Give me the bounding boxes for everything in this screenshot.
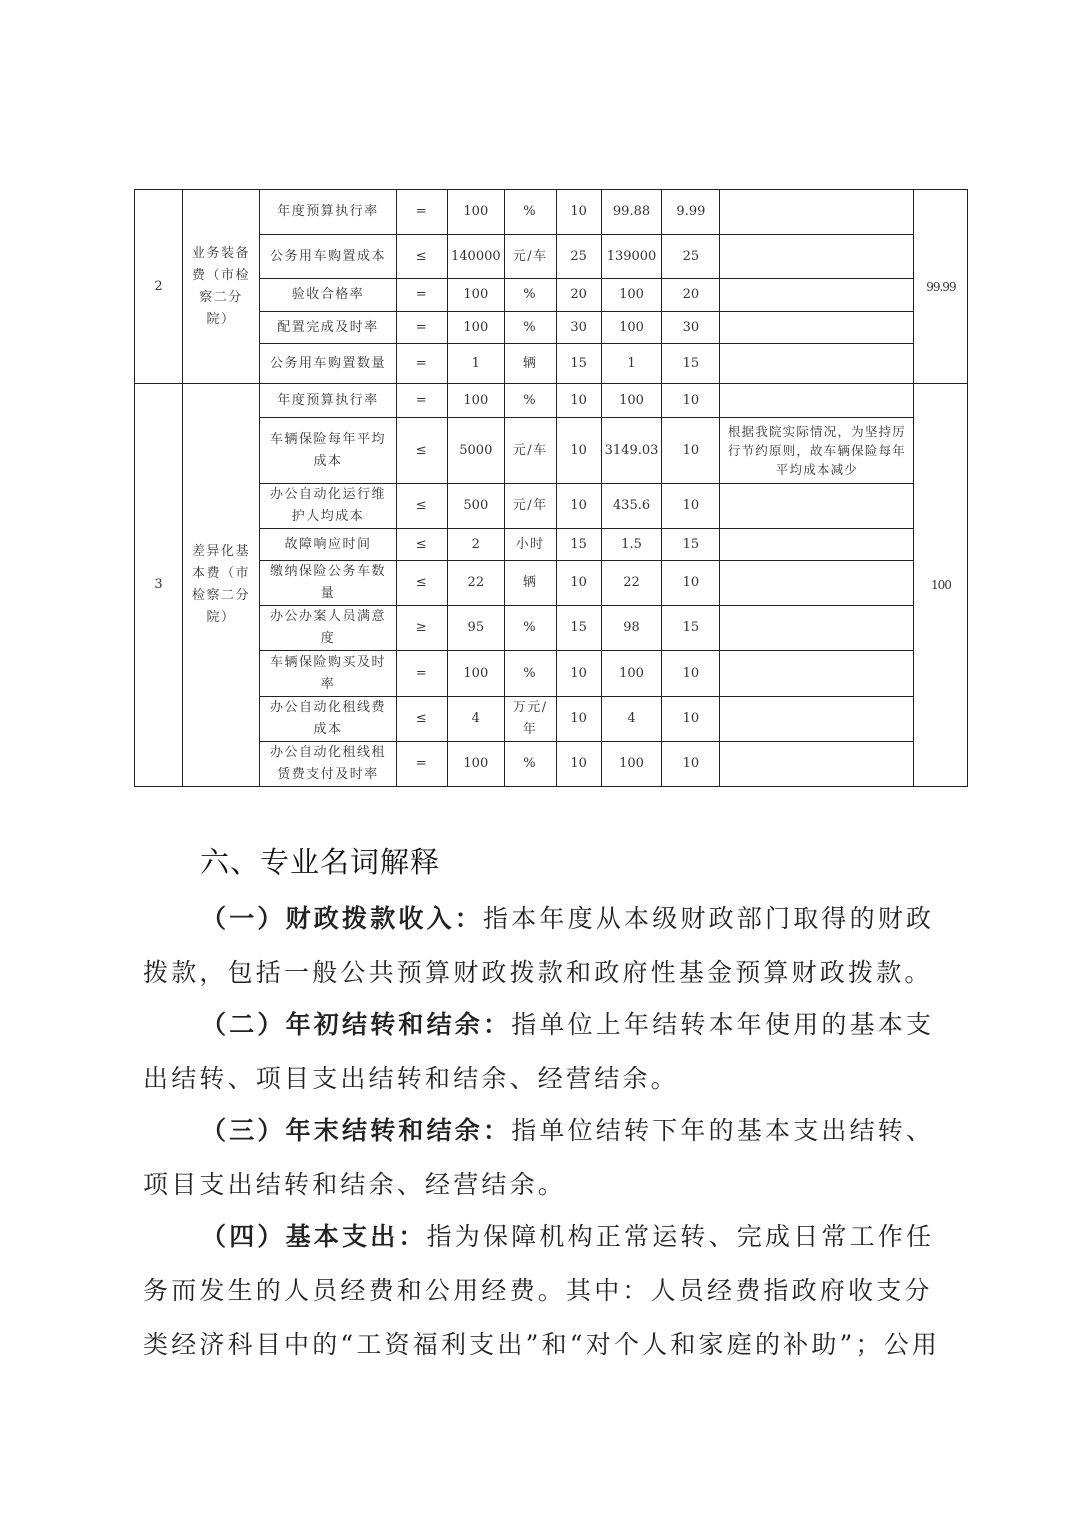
cell-op: ≥ — [397, 606, 448, 651]
performance-table — [134, 189, 968, 787]
definition-term: （三）年末结转和结余： — [201, 1116, 512, 1145]
cell-score: 10 — [662, 651, 720, 697]
cell-target: 100 — [448, 742, 505, 787]
cell-actual: 98 — [601, 606, 662, 651]
cell-score: 20 — [662, 279, 720, 312]
table-row — [135, 561, 968, 606]
cell-indicator: 年度预算执行率 — [260, 384, 397, 418]
cell-target: 5000 — [448, 418, 505, 484]
cell-target: 100 — [448, 279, 505, 312]
cell-score: 30 — [662, 312, 720, 344]
table-row — [135, 384, 968, 418]
cell-note — [720, 344, 914, 384]
cell-target: 1 — [448, 344, 505, 384]
table-row — [135, 651, 968, 697]
cell-weight: 10 — [556, 484, 601, 529]
cell-op: ≤ — [397, 418, 448, 484]
group-index: 2 — [135, 190, 183, 384]
definition-text: 指单位上年结转本年使用的基本支出结转、项目支出结转和结余、经营结余。 — [143, 1010, 935, 1093]
group-name: 差异化基本费（市检察二分院） — [183, 384, 260, 787]
cell-actual: 4 — [601, 697, 662, 742]
cell-weight: 15 — [556, 344, 601, 384]
cell-weight: 25 — [556, 235, 601, 279]
cell-target: 22 — [448, 561, 505, 606]
definition-text: 指为保障机构正常运转、完成日常工作任务而发生的人员经费和公用经费。其中：人员经费指政府收支分类经济科目中的“工资福利支出”和“对个人和家庭的补助”；公用 — [143, 1222, 941, 1359]
cell-actual: 100 — [601, 279, 662, 312]
cell-unit: 元/车 — [504, 235, 556, 279]
cell-note — [720, 697, 914, 742]
cell-note — [720, 529, 914, 561]
cell-unit: % — [504, 384, 556, 418]
cell-op: ≤ — [397, 484, 448, 529]
cell-actual: 22 — [601, 561, 662, 606]
cell-indicator: 办公自动化租线费成本 — [260, 697, 397, 742]
cell-target: 95 — [448, 606, 505, 651]
table-row — [135, 312, 968, 344]
cell-op: ≤ — [397, 697, 448, 742]
cell-actual: 1.5 — [601, 529, 662, 561]
cell-unit: 万元/年 — [504, 697, 556, 742]
cell-note — [720, 279, 914, 312]
cell-weight: 20 — [556, 279, 601, 312]
definition-paragraph — [143, 1104, 943, 1212]
cell-actual: 435.6 — [601, 484, 662, 529]
cell-note — [720, 312, 914, 344]
cell-indicator: 年度预算执行率 — [260, 190, 397, 235]
cell-unit: 辆 — [504, 561, 556, 606]
cell-actual: 3149.03 — [601, 418, 662, 484]
cell-actual: 100 — [601, 384, 662, 418]
cell-target: 4 — [448, 697, 505, 742]
definition-text: 指本年度从本级财政部门取得的财政拨款，包括一般公共预算财政拨款和政府性基金预算财政拨款。 — [143, 904, 935, 987]
cell-weight: 10 — [556, 418, 601, 484]
cell-score: 10 — [662, 561, 720, 606]
cell-weight: 10 — [556, 697, 601, 742]
table-row — [135, 418, 968, 484]
cell-actual: 100 — [601, 742, 662, 787]
cell-score: 10 — [662, 742, 720, 787]
definition-term: （四）基本支出： — [201, 1222, 427, 1251]
cell-unit: % — [504, 312, 556, 344]
cell-unit: % — [504, 190, 556, 235]
cell-op: ≤ — [397, 235, 448, 279]
cell-note — [720, 742, 914, 787]
cell-note: 根据我院实际情况，为坚持厉行节约原则，故车辆保险每年平均成本减少 — [720, 418, 914, 484]
cell-weight: 15 — [556, 606, 601, 651]
cell-op: = — [397, 279, 448, 312]
cell-indicator: 办公办案人员满意度 — [260, 606, 397, 651]
cell-unit: 元/年 — [504, 484, 556, 529]
cell-indicator: 缴纳保险公务车数量 — [260, 561, 397, 606]
cell-note — [720, 384, 914, 418]
cell-indicator: 车辆保险购买及时率 — [260, 651, 397, 697]
cell-score: 15 — [662, 606, 720, 651]
cell-weight: 15 — [556, 529, 601, 561]
cell-unit: % — [504, 651, 556, 697]
cell-note — [720, 606, 914, 651]
definition-term: （一）财政拨款收入： — [201, 904, 484, 933]
cell-score: 15 — [662, 344, 720, 384]
cell-indicator: 公务用车购置数量 — [260, 344, 397, 384]
cell-op: = — [397, 384, 448, 418]
cell-weight: 10 — [556, 384, 601, 418]
group-total-score: 100 — [914, 384, 968, 787]
cell-unit: % — [504, 279, 556, 312]
cell-unit: 小时 — [504, 529, 556, 561]
cell-indicator: 配置完成及时率 — [260, 312, 397, 344]
cell-op: ≤ — [397, 561, 448, 606]
cell-score: 10 — [662, 697, 720, 742]
cell-weight: 10 — [556, 190, 601, 235]
cell-target: 100 — [448, 384, 505, 418]
cell-target: 100 — [448, 312, 505, 344]
cell-score: 9.99 — [662, 190, 720, 235]
definition-paragraph — [143, 892, 943, 1000]
cell-target: 100 — [448, 190, 505, 235]
group-index: 3 — [135, 384, 183, 787]
cell-score: 10 — [662, 384, 720, 418]
cell-indicator: 验收合格率 — [260, 279, 397, 312]
table-row — [135, 606, 968, 651]
cell-score: 15 — [662, 529, 720, 561]
section-title: 六、专业名词解释 — [200, 845, 441, 879]
cell-weight: 10 — [556, 742, 601, 787]
cell-score: 25 — [662, 235, 720, 279]
cell-indicator: 故障响应时间 — [260, 529, 397, 561]
cell-weight: 10 — [556, 561, 601, 606]
cell-indicator: 办公自动化运行维护人均成本 — [260, 484, 397, 529]
cell-indicator: 公务用车购置成本 — [260, 235, 397, 279]
table-row — [135, 235, 968, 279]
table-row — [135, 190, 968, 235]
definition-term: （二）年初结转和结余： — [201, 1010, 512, 1039]
cell-op: ≤ — [397, 529, 448, 561]
cell-unit: 辆 — [504, 344, 556, 384]
table-row — [135, 484, 968, 529]
cell-note — [720, 561, 914, 606]
group-total-score: 99.99 — [914, 190, 968, 384]
definition-paragraph — [143, 998, 943, 1106]
cell-op: = — [397, 742, 448, 787]
definition-text: 指单位结转下年的基本支出结转、项目支出结转和结余、经营结余。 — [143, 1116, 935, 1199]
cell-target: 2 — [448, 529, 505, 561]
table-row — [135, 742, 968, 787]
group-name: 业务装备费（市检察二分院） — [183, 190, 260, 384]
cell-actual: 1 — [601, 344, 662, 384]
cell-actual: 99.88 — [601, 190, 662, 235]
table-row — [135, 529, 968, 561]
cell-target: 100 — [448, 651, 505, 697]
cell-score: 10 — [662, 484, 720, 529]
cell-op: = — [397, 190, 448, 235]
cell-indicator: 车辆保险每年平均成本 — [260, 418, 397, 484]
cell-unit: 元/车 — [504, 418, 556, 484]
cell-note — [720, 190, 914, 235]
table-row — [135, 279, 968, 312]
cell-op: = — [397, 651, 448, 697]
cell-score: 10 — [662, 418, 720, 484]
cell-unit: % — [504, 742, 556, 787]
table-row — [135, 697, 968, 742]
cell-weight: 10 — [556, 651, 601, 697]
cell-op: = — [397, 312, 448, 344]
cell-op: = — [397, 344, 448, 384]
cell-note — [720, 484, 914, 529]
cell-target: 140000 — [448, 235, 505, 279]
cell-indicator: 办公自动化租线租赁费支付及时率 — [260, 742, 397, 787]
definition-paragraph — [143, 1210, 943, 1372]
table-row — [135, 344, 968, 384]
cell-note — [720, 651, 914, 697]
cell-unit: % — [504, 606, 556, 651]
cell-weight: 30 — [556, 312, 601, 344]
cell-note — [720, 235, 914, 279]
cell-actual: 100 — [601, 651, 662, 697]
cell-actual: 100 — [601, 312, 662, 344]
cell-target: 500 — [448, 484, 505, 529]
cell-actual: 139000 — [601, 235, 662, 279]
